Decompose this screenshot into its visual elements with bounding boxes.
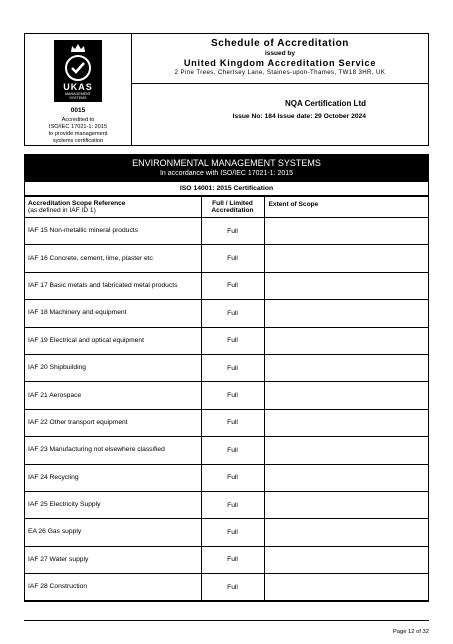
table-row xyxy=(25,218,428,245)
table-row xyxy=(25,519,428,546)
scope-reference-cell: IAF 15 Non-metallic mineral products xyxy=(25,218,201,245)
extent-of-scope-cell xyxy=(264,464,428,491)
service-address: 2 Pine Trees, Chertsey Lane, Staines-upon-Thames, TW18 3HR, UK xyxy=(174,69,386,76)
crown-icon xyxy=(70,43,86,53)
scope-title: ENVIRONMENTAL MANAGEMENT SYSTEMS xyxy=(132,158,321,168)
extent-of-scope-cell xyxy=(264,382,428,409)
table-header-row xyxy=(25,197,428,218)
scope-reference-cell: IAF 25 Electricity Supply xyxy=(25,491,201,518)
column-header-full-limited: Full / Limited Accreditation xyxy=(201,197,264,218)
scope-subtitle: In accordance with ISO/IEC 17021-1: 2015 xyxy=(159,170,294,177)
scope-reference-cell: IAF 20 Shipbuilding xyxy=(25,354,201,381)
accreditation-level-cell: Full xyxy=(201,272,264,299)
document-title: Schedule of Accreditation xyxy=(211,38,349,49)
extent-of-scope-cell xyxy=(264,409,428,436)
scope-section xyxy=(24,154,429,602)
table-row xyxy=(25,327,428,354)
issue-details: Issue No: 184 Issue date: 29 October 2024 xyxy=(232,113,366,120)
accreditation-level-cell: Full xyxy=(201,409,264,436)
accreditation-level-cell: Full xyxy=(201,574,264,601)
accreditation-level-cell: Full xyxy=(201,491,264,518)
organisation-name: NQA Certification Ltd xyxy=(284,99,366,108)
logo-subtitle: MANAGEMENT SYSTEMS xyxy=(65,92,91,100)
accreditation-level-cell: Full xyxy=(201,300,264,327)
accreditation-level-cell: Full xyxy=(201,327,264,354)
table-row xyxy=(25,272,428,299)
extent-of-scope-cell xyxy=(264,574,428,601)
scope-table xyxy=(25,196,428,601)
accreditation-level-cell: Full xyxy=(201,546,264,573)
column-header-reference: Accreditation Scope Reference (as defined in IAF ID 1) xyxy=(25,197,201,218)
organisation-block xyxy=(132,84,428,120)
accreditation-level-cell: Full xyxy=(201,354,264,381)
scope-reference-cell: IAF 17 Basic metals and fabricated metal products xyxy=(25,272,201,299)
scope-reference-cell: IAF 23 Manufacturing not elsewhere classified xyxy=(25,437,201,464)
accreditation-level-cell: Full xyxy=(201,245,264,272)
extent-of-scope-cell xyxy=(264,272,428,299)
scope-reference-cell: IAF 18 Machinery and equipment xyxy=(25,300,201,327)
scope-reference-cell: IAF 27 Water supply xyxy=(25,546,201,573)
extent-of-scope-cell xyxy=(264,218,428,245)
scope-banner xyxy=(25,155,428,182)
accreditation-logo-cell xyxy=(25,34,132,145)
scope-reference-cell: EA 26 Gas supply xyxy=(25,519,201,546)
scope-reference-cell: IAF 28 Construction xyxy=(25,574,201,601)
scope-reference-cell: IAF 22 Other transport equipment xyxy=(25,409,201,436)
table-row xyxy=(25,546,428,573)
accreditation-level-cell: Full xyxy=(201,519,264,546)
accreditation-level-cell: Full xyxy=(201,437,264,464)
accreditation-statement: Accredited to ISO/IEC 17021-1: 2015 to provide management systems certification xyxy=(48,117,108,144)
extent-of-scope-cell xyxy=(264,327,428,354)
issued-by-label: issued by xyxy=(265,50,295,57)
checkmark-icon xyxy=(65,55,91,81)
extent-of-scope-cell xyxy=(264,437,428,464)
accreditation-level-cell: Full xyxy=(201,218,264,245)
extent-of-scope-cell xyxy=(264,519,428,546)
logo-wordmark: UKAS xyxy=(63,82,93,92)
extent-of-scope-cell xyxy=(264,300,428,327)
issuer-block xyxy=(132,34,428,84)
extent-of-scope-cell xyxy=(264,546,428,573)
accreditation-number: 0015 xyxy=(70,107,86,114)
table-row xyxy=(25,245,428,272)
accreditation-level-cell: Full xyxy=(201,464,264,491)
table-row xyxy=(25,300,428,327)
table-row xyxy=(25,437,428,464)
extent-of-scope-cell xyxy=(264,245,428,272)
extent-of-scope-cell xyxy=(264,491,428,518)
certification-standard: ISO 14001: 2015 Certification xyxy=(25,182,428,196)
table-row xyxy=(25,354,428,381)
table-row xyxy=(25,409,428,436)
scope-reference-cell: IAF 21 Aerospace xyxy=(25,382,201,409)
scope-reference-cell: IAF 19 Electrical and optical equipment xyxy=(25,327,201,354)
accreditation-level-cell: Full xyxy=(201,382,264,409)
table-row xyxy=(25,464,428,491)
extent-of-scope-cell xyxy=(264,354,428,381)
column-header-extent: Extent of Scope xyxy=(264,197,428,218)
page-number: Page 12 of 32 xyxy=(392,629,429,635)
scope-reference-cell: IAF 16 Concrete, cement, lime, plaster etc xyxy=(25,245,201,272)
table-row xyxy=(25,382,428,409)
header-details xyxy=(132,34,428,145)
table-row xyxy=(25,491,428,518)
footer-divider xyxy=(24,620,429,621)
schedule-header xyxy=(24,33,429,146)
service-name: United Kingdom Accreditation Service xyxy=(183,58,377,68)
ukas-logo xyxy=(54,40,102,102)
table-row xyxy=(25,574,428,601)
scope-reference-cell: IAF 24 Recycling xyxy=(25,464,201,491)
